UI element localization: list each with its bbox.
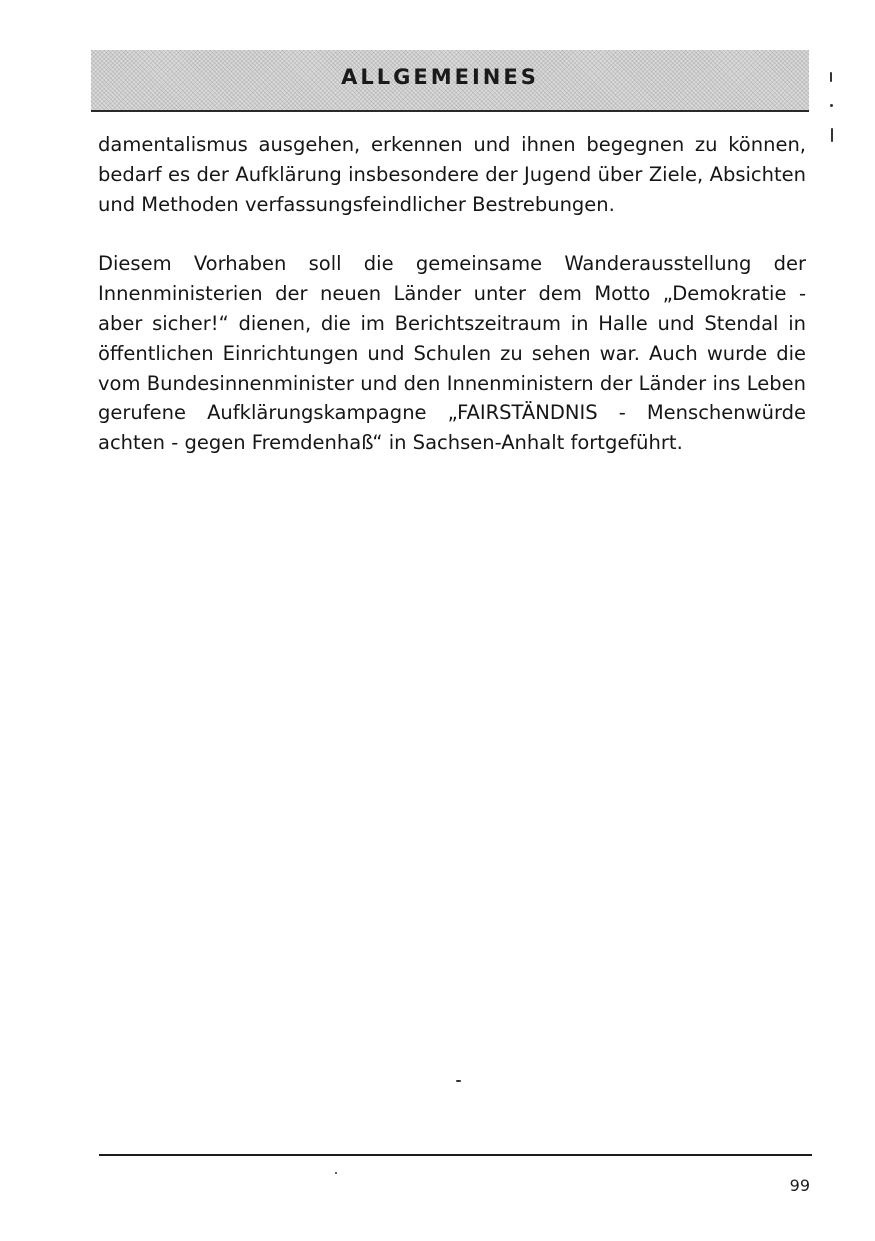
page-number: 99	[789, 1176, 810, 1195]
scan-speck	[830, 72, 832, 82]
footer-rule	[99, 1154, 812, 1156]
paragraph-1: damentalismus ausgehen, erkennen und ihnen begegnen zu können, bedarf es der Aufklärung insbesondere der Jugend über Ziele, Absichten und Methoden verfassungsfeindlicher Bestrebungen.	[98, 133, 806, 216]
scan-speck	[831, 128, 833, 142]
section-header-band	[91, 50, 809, 112]
paragraph-2: Diesem Vorhaben soll die gemeinsame Wanderausstellung der Innenministerien der neuen Länder unter dem Motto „Demokratie - aber sicher!“ dienen, die im Berichtszeitraum in Halle und Stendal in öffentlichen Einrichtungen und Schulen zu sehen war. Auch wurde die vom Bundesinnenminister und den Innenministern der Länder ins Leben gerufene Aufklärungskampagne „FAIRSTÄNDNIS - Menschenwürde achten - gegen Fremdenhaß“ in Sachsen-Anhalt fortgeführt.	[98, 252, 806, 455]
body-text	[98, 130, 806, 458]
section-title: ALLGEMEINES	[341, 65, 539, 89]
scan-speck	[456, 1080, 461, 1082]
scan-speck	[830, 104, 833, 107]
scan-speck	[335, 1172, 337, 1174]
